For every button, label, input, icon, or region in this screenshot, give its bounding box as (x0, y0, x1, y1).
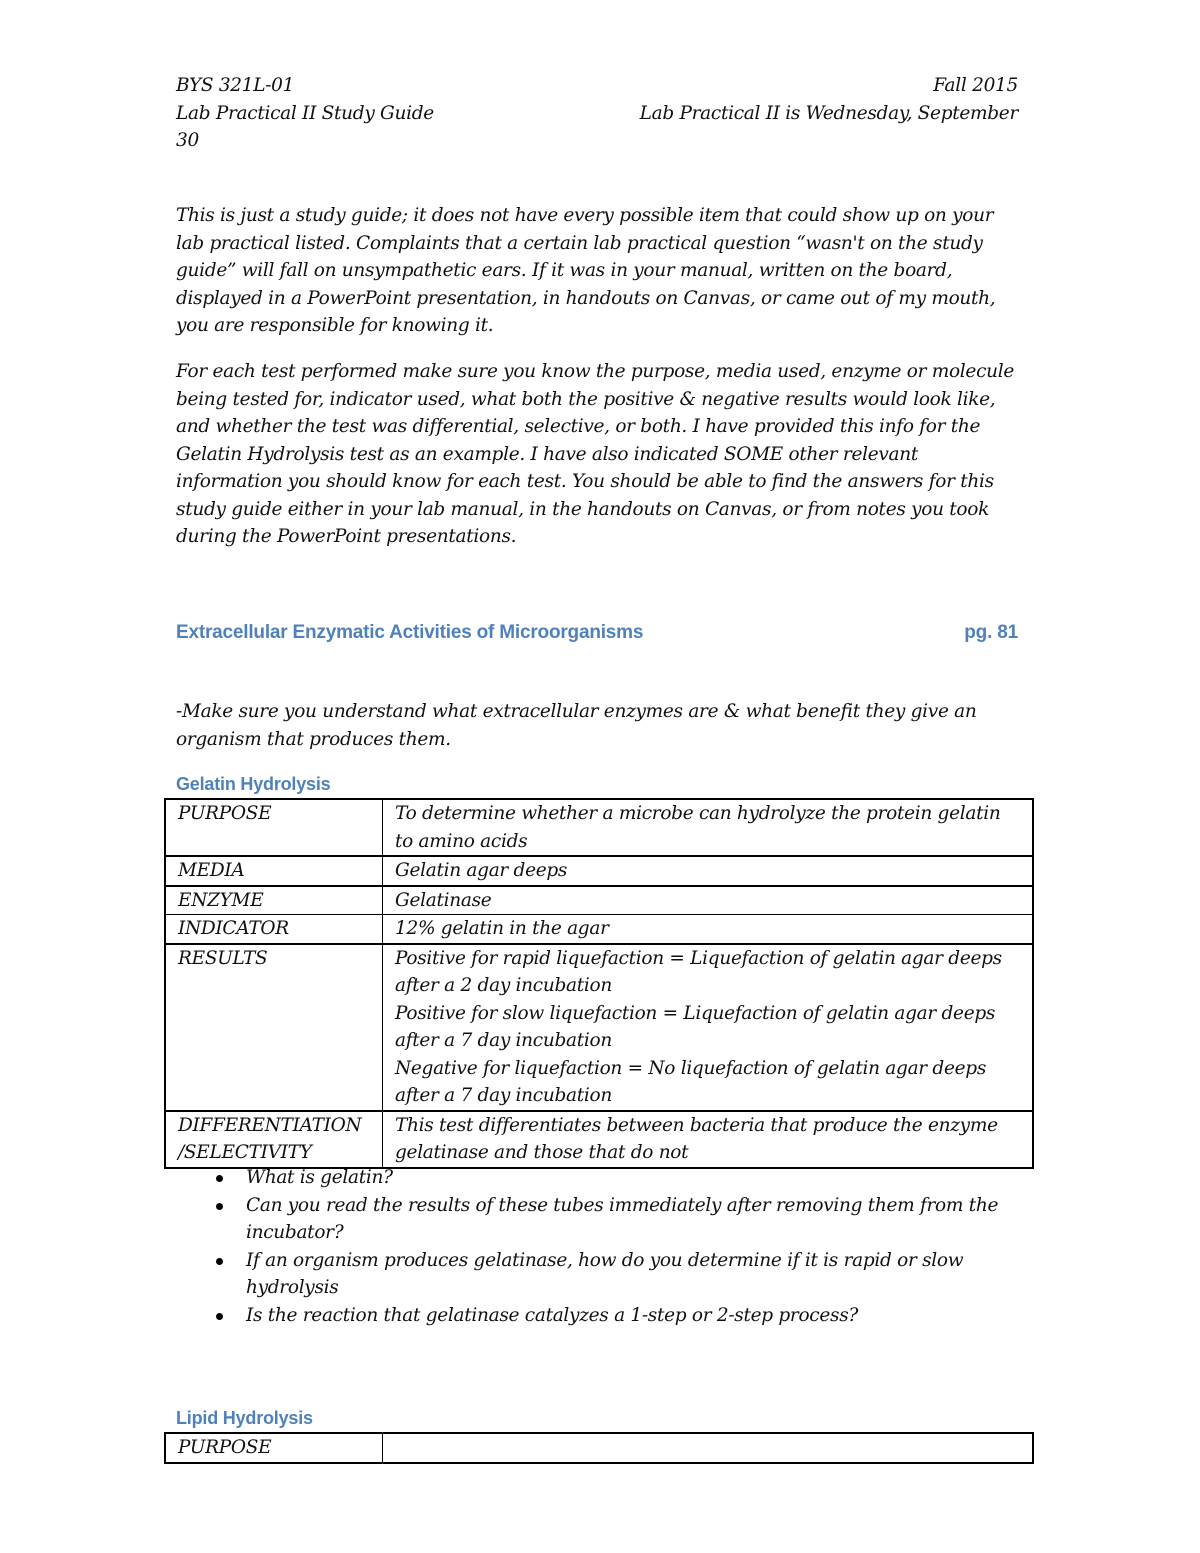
row-value (383, 1433, 1034, 1463)
row-label: PURPOSE (165, 1433, 383, 1463)
document-header (176, 72, 1018, 155)
section-note: -Make sure you understand what extracellular enzymes are & what benefit they give an organism that produces them. (176, 701, 977, 750)
table-row (165, 1111, 1033, 1168)
row-value (383, 944, 1034, 1111)
table-row (165, 886, 1033, 915)
row-label: MEDIA (165, 856, 383, 886)
row-label: INDICATOR (165, 915, 383, 944)
section-heading (176, 622, 1018, 644)
list-item: If an organism produces gelatinase, how do you determine if it is rapid or slow hydrolysis (246, 1247, 1052, 1302)
doc-title: Lab Practical II Study Guide (176, 102, 434, 124)
list-item: What is gelatin? (246, 1164, 1052, 1192)
lipid-table (164, 1432, 1034, 1464)
table-row (165, 856, 1033, 886)
course-code: BYS 321L-01 (176, 75, 295, 96)
exam-date-wrap: 30 (176, 130, 199, 151)
term: Fall 2015 (933, 75, 1018, 96)
result-slow: Positive for slow liquefaction = Liquefaction of gelatin agar deeps after a 7 day incubation (395, 1002, 996, 1051)
row-label: PURPOSE (165, 799, 383, 856)
row-label: ENZYME (165, 886, 383, 915)
table-row (165, 944, 1033, 1111)
list-item: Can you read the results of these tubes immediately after removing them from the incubator? (246, 1192, 1052, 1247)
section-page-ref: pg. 81 (964, 622, 1018, 643)
row-value: To determine whether a microbe can hydrolyze the protein gelatin to amino acids (383, 799, 1034, 856)
row-label: RESULTS (165, 944, 383, 1111)
row-value: Gelatinase (383, 886, 1034, 915)
intro-paragraph-2: For each test performed make sure you know the purpose, media used, enzyme or molecule being tested for, indicator used, what both the positive & negative results would look like, and whether the test was differential, selective, or both. I have provided this info for the Gelatin Hydrolysis test as an example. I have also indicated SOME other relevant information you should know for each test. You should be able to find the answers for this study guide either in your lab manual, in the handouts on Canvas, or from notes you took during the PowerPoint presentations. (176, 361, 1015, 547)
section-title: Extracellular Enzymatic Activities of Microorganisms (176, 622, 644, 643)
row-value: Gelatin agar deeps (383, 856, 1034, 886)
row-label: DIFFERENTIATION /SELECTIVITY (165, 1111, 383, 1168)
gelatin-table (164, 798, 1034, 1169)
gelatin-questions (212, 1164, 1052, 1329)
result-negative: Negative for liquefaction = No liquefaction of gelatin agar deeps after a 7 day incubation (395, 1057, 987, 1106)
table-row (165, 915, 1033, 944)
row-value: 12% gelatin in the agar (383, 915, 1034, 944)
gelatin-heading: Gelatin Hydrolysis (176, 774, 331, 794)
exam-date: Lab Practical II is Wednesday, September (639, 102, 1018, 124)
intro-paragraph-1: This is just a study guide; it does not have every possible item that could show up on your lab practical listed. Complaints that a certain lab practical question “wasn't on the study guide” will fall on unsympathetic ears. If it was in your manual, written on the board, displayed in a PowerPoint presentation, in handouts on Canvas, or came out of my mouth, you are responsible for knowing it. (176, 205, 996, 336)
result-rapid: Positive for rapid liquefaction = Liquefaction of gelatin agar deeps after a 2 day incubation (395, 947, 1002, 996)
row-value: This test differentiates between bacteria that produce the enzyme gelatinase and those that do not (383, 1111, 1034, 1168)
list-item: Is the reaction that gelatinase catalyzes a 1-step or 2-step process? (246, 1302, 1052, 1330)
lipid-heading: Lipid Hydrolysis (176, 1408, 313, 1428)
table-row (165, 799, 1033, 856)
table-row (165, 1433, 1033, 1463)
